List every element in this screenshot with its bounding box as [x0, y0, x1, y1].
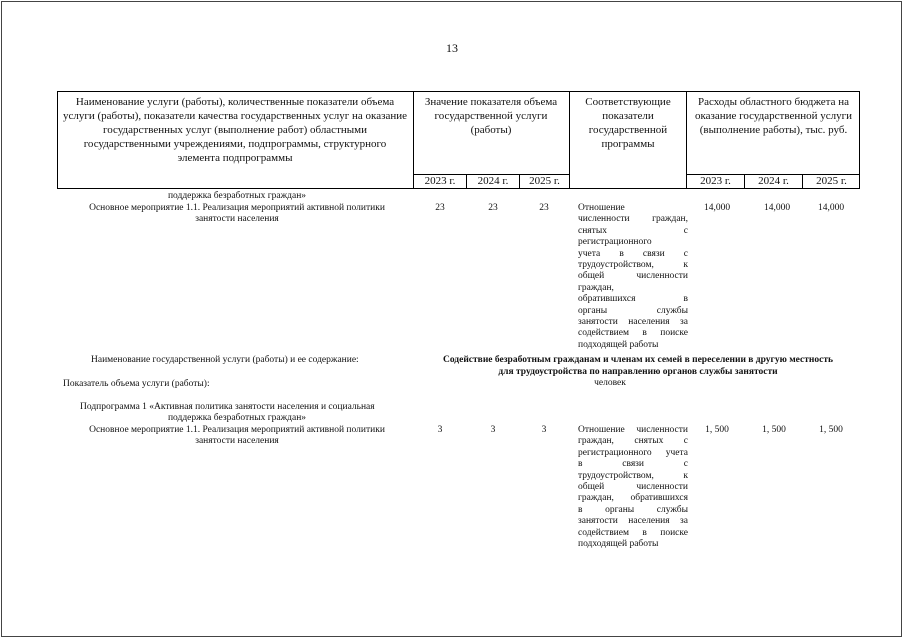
indicator-line: граждан, обратившихся — [578, 493, 688, 504]
indicator-line: трудоустройством, к — [578, 260, 688, 271]
program-indicator-text — [578, 425, 688, 550]
service-name-line1: Содействие безработным гражданам и членам их семей в переселении в другую местность — [442, 355, 834, 365]
volume-value-2024: 23 — [488, 203, 498, 213]
volume-value-2023: 23 — [435, 203, 445, 213]
indicator-line: органы службы — [578, 305, 688, 316]
indicator-line: Отношение численности — [578, 425, 688, 435]
indicator-line: регистрационного учета — [578, 447, 688, 458]
indicator-line: регистрационного — [578, 237, 652, 248]
volume-value-2023: 3 — [437, 425, 443, 435]
header-divider — [569, 91, 570, 189]
indicator-line: в органы службы — [578, 504, 688, 515]
indicator-line: общей численности — [578, 271, 688, 282]
expense-value-2023: 1, 500 — [705, 425, 729, 435]
service-name-line2: для трудоустройства по направлению органов службы занятости — [498, 367, 778, 377]
subprogram-title-line1: Подпрограмма 1 «Активная политика занятости населения и социальная — [80, 402, 375, 412]
indicator-line: занятости населения за — [578, 317, 688, 328]
indicator-line: занятости населения за — [578, 516, 688, 527]
indicator-line: обратившихся в — [578, 294, 688, 305]
indicator-line: в связи с — [578, 459, 688, 470]
indicator-line: граждан, снятых с — [578, 436, 688, 447]
expense-value-2023: 14,000 — [703, 203, 731, 213]
header-col-expenses: Расходы областного бюджета на оказание государственной услуги (выполнение работы), тыс. руб. — [694, 96, 853, 136]
indicator-line: граждан, — [578, 282, 614, 293]
volume-value-2024: 3 — [490, 425, 496, 435]
expense-value-2025: 1, 500 — [819, 425, 843, 435]
year-volume-2023: 2023 г. — [424, 175, 456, 187]
volume-value-2025: 3 — [541, 425, 547, 435]
service-label: Наименование государственной услуги (работы) и ее содержание: — [91, 355, 359, 365]
indicator-unit: человек — [594, 378, 626, 388]
expense-value-2025: 14,000 — [817, 203, 845, 213]
indicator-line: подходящей работы — [578, 339, 659, 350]
indicator-label: Показатель объема услуги (работы): — [63, 379, 210, 389]
program-indicator-text — [578, 203, 688, 351]
indicator-line: трудоустройством, к — [578, 470, 688, 481]
indicator-line: подходящей работы — [578, 539, 659, 550]
year-expense-2024: 2024 г. — [758, 175, 789, 187]
year-volume-2025: 2025 г. — [529, 175, 560, 187]
page-number: 13 — [446, 41, 458, 55]
subprogram-tail: поддержка безработных граждан» — [167, 191, 307, 201]
main-measure: Основное мероприятие 1.1. Реализация мероприятий активной политики занятости населения — [89, 203, 385, 225]
expense-value-2024: 1, 500 — [762, 425, 786, 435]
indicator-line: общей численности — [578, 482, 688, 493]
indicator-line: численности граждан, — [578, 214, 688, 225]
indicator-line: содействием в поиске — [578, 328, 688, 339]
indicator-line: содействием в поиске — [578, 527, 688, 538]
year-expense-2025: 2025 г. — [816, 175, 847, 187]
year-expense-2023: 2023 г. — [700, 175, 731, 187]
header-col-indicators: Соответствующие показатели государственной программы — [585, 96, 671, 150]
subprogram-title-line2: поддержка безработных граждан» — [167, 413, 307, 423]
volume-value-2025: 23 — [539, 203, 549, 213]
indicator-line: Отношение — [578, 203, 625, 213]
expense-value-2024: 14,000 — [763, 203, 791, 213]
main-measure: Основное мероприятие 1.1. Реализация мероприятий активной политики занятости населения — [89, 425, 385, 447]
header-col-name: Наименование услуги (работы), количественные показатели объема услуги (работы), показатели качества государственных услуг на оказание государственных услуг (выполнение работ) областными государственными учреждениями, подпрограммы, структурного элемента подпрограммы — [62, 96, 407, 164]
indicator-line: учета в связи с — [578, 248, 688, 259]
header-col-volume: Значение показателя объема государственной услуги (работы) — [424, 96, 558, 136]
indicator-line: снятых с — [578, 225, 688, 236]
year-volume-2024: 2024 г. — [477, 175, 509, 187]
